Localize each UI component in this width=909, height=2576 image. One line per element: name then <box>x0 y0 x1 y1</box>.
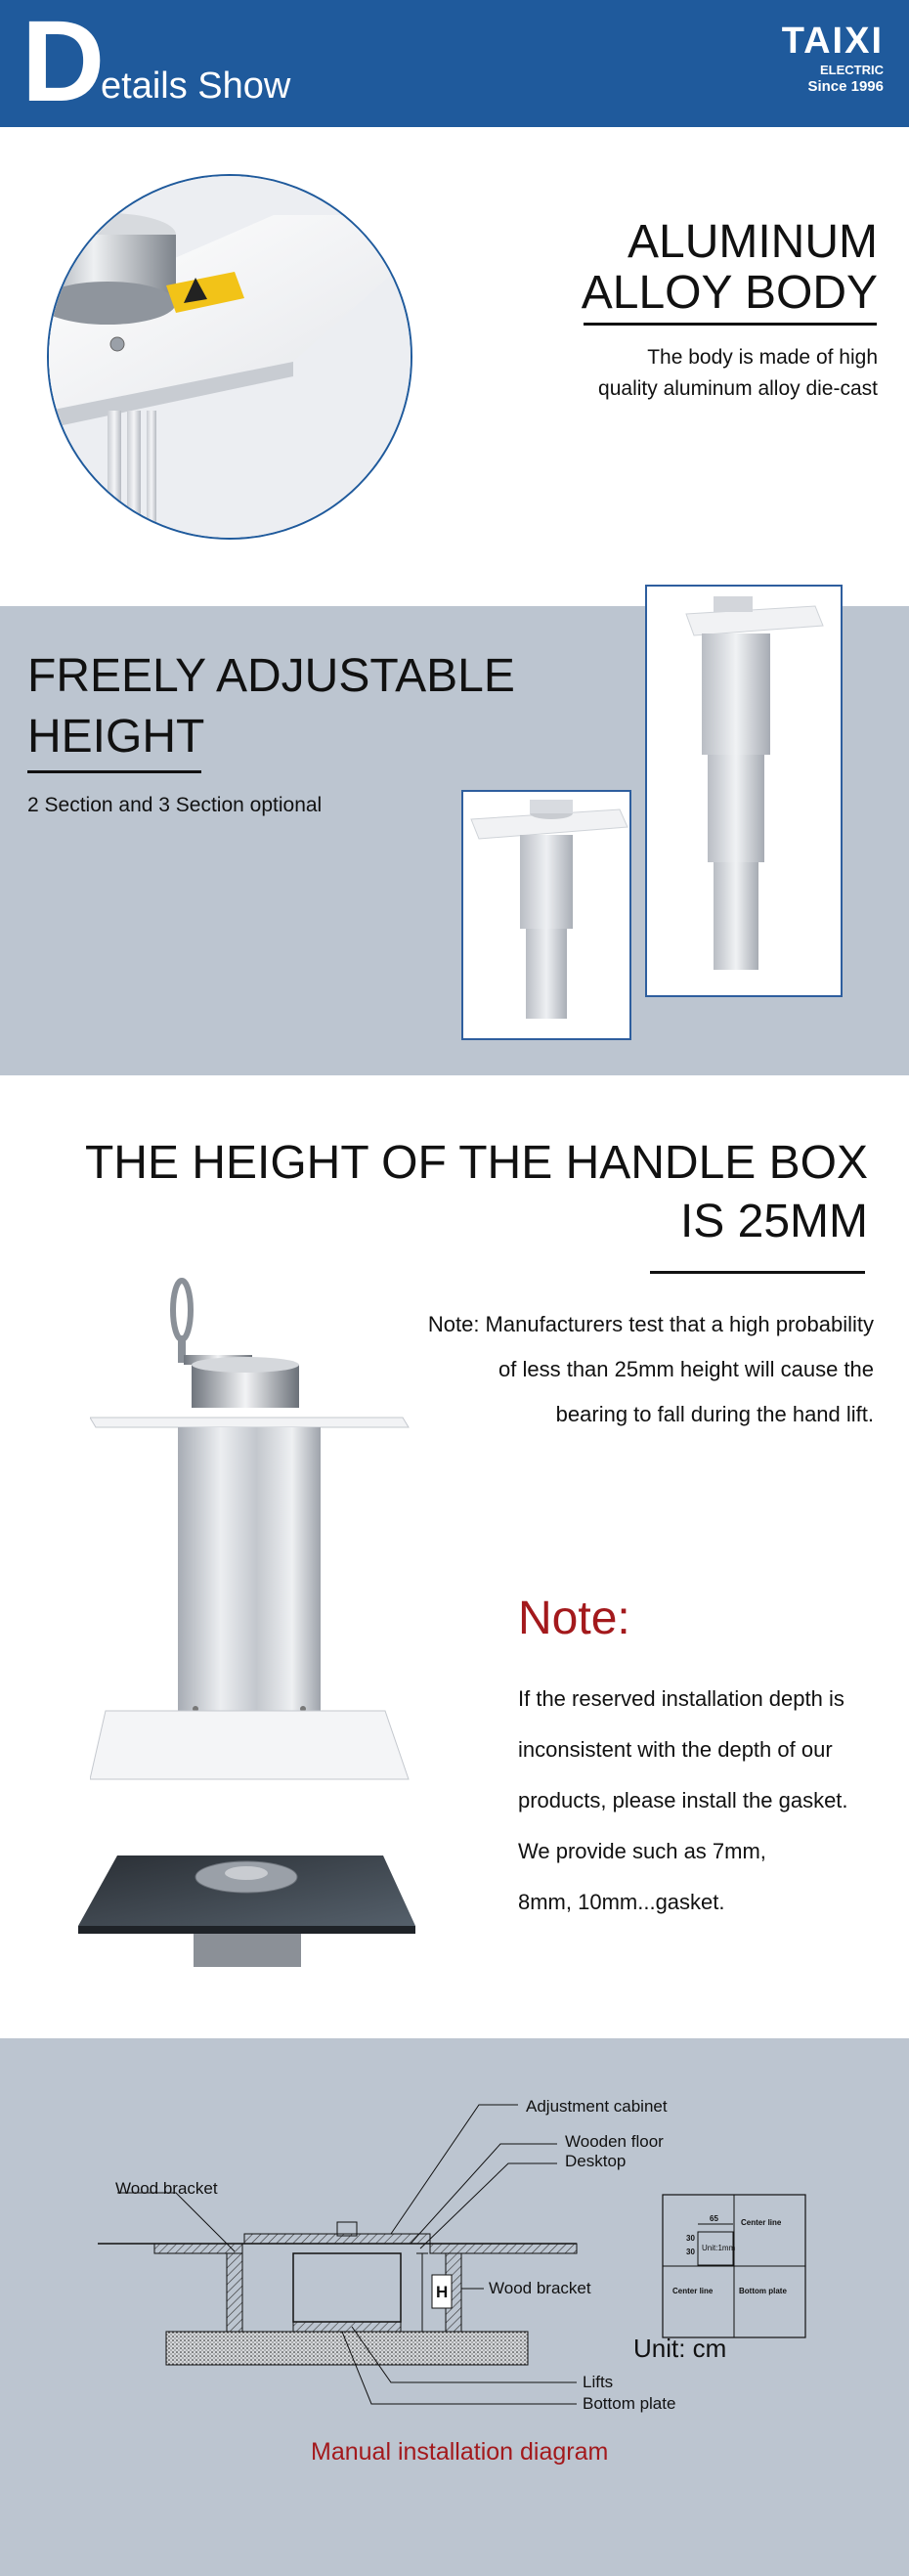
handle-box-title-line2: IS 25MM <box>679 1196 868 1247</box>
three-section-lift-photo <box>645 585 843 997</box>
brand-subtitle: ELECTRIC <box>820 63 884 77</box>
header-banner <box>0 0 909 127</box>
center-line-top: Center line <box>741 2218 782 2227</box>
two-section-lift-photo <box>461 790 631 1040</box>
adjustable-height-title <box>27 651 515 763</box>
aluminum-body-title-line2: ALLOY BODY <box>581 267 878 319</box>
brand-logo <box>782 22 884 96</box>
diagram-caption: Manual installation diagram <box>311 2438 609 2466</box>
dim-30-top: 30 <box>686 2234 695 2243</box>
header-title: etails Show <box>101 65 291 107</box>
gasket-note-line: inconsistent with the depth of our <box>518 1737 833 1762</box>
handle-box-title-underline <box>650 1271 865 1274</box>
aluminum-body-title-underline <box>584 323 877 326</box>
aluminum-body-title <box>582 217 878 319</box>
section-aluminum-body <box>0 127 909 606</box>
diagram-unit: Unit: cm <box>633 2334 727 2363</box>
handle-box-note <box>428 1302 874 1437</box>
small-diagram-unit: Unit:1mm <box>702 2244 736 2252</box>
handle-box-title <box>85 1138 868 1247</box>
label-wooden-floor: Wooden floor <box>565 2132 664 2151</box>
brand-since: Since 1996 <box>807 78 884 95</box>
gasket-note-line: If the reserved installation depth is <box>518 1686 844 1711</box>
handle-box-note-line3: bearing to fall during the hand lift. <box>555 1402 874 1426</box>
adjustable-height-title-underline <box>27 770 201 773</box>
dim-65: 65 <box>710 2214 718 2223</box>
handle-lift-product-photo <box>90 1271 412 1857</box>
handle-box-note-line2: of less than 25mm height will cause the <box>498 1357 874 1381</box>
handle-box-title-line1: THE HEIGHT OF THE HANDLE BOX <box>84 1137 868 1189</box>
center-line-left: Center line <box>672 2287 714 2295</box>
gasket-note-heading: Note: <box>518 1593 630 1644</box>
dim-30-bottom: 30 <box>686 2248 695 2256</box>
aluminum-body-title-line1: ALUMINUM <box>627 216 878 268</box>
header-initial-letter: D <box>22 0 106 126</box>
gasket-note-line: 8mm, 10mm...gasket. <box>518 1890 725 1914</box>
label-bottom-plate: Bottom plate <box>583 2394 676 2413</box>
gasket-note-line: products, please install the gasket. <box>518 1788 848 1812</box>
adjustable-height-title-line2: HEIGHT <box>27 711 205 763</box>
adjustable-height-description: 2 Section and 3 Section optional <box>27 794 323 816</box>
aluminum-body-desc-line2: quality aluminum alloy die-cast <box>598 377 878 400</box>
aluminum-body-desc-line1: The body is made of high <box>647 346 878 369</box>
label-height-marker: H <box>436 2283 449 2301</box>
small-bottom-plate: Bottom plate <box>739 2287 787 2295</box>
brand-name: TAIXI <box>781 21 884 62</box>
label-desktop: Desktop <box>565 2152 627 2170</box>
bottom-plate-product-photo <box>78 1848 415 1975</box>
handle-box-note-line1: Note: Manufacturers test that a high probability <box>427 1312 874 1336</box>
label-wood-bracket-left: Wood bracket <box>115 2179 218 2198</box>
section-handle-box <box>0 1075 909 2038</box>
label-lifts: Lifts <box>583 2373 614 2391</box>
gasket-note-body <box>518 1674 848 1928</box>
label-wood-bracket-right: Wood bracket <box>489 2279 591 2297</box>
section-installation-diagram <box>0 2038 909 2576</box>
section-adjustable-height <box>0 606 909 1075</box>
aluminum-body-closeup-photo <box>47 174 412 540</box>
label-adjustment-cabinet: Adjustment cabinet <box>526 2097 668 2116</box>
adjustable-height-title-line1: FREELY ADJUSTABLE <box>27 650 515 702</box>
aluminum-body-description <box>598 342 878 405</box>
gasket-note-line: We provide such as 7mm, <box>518 1839 766 1863</box>
installation-diagram-drawing <box>0 2038 909 2576</box>
